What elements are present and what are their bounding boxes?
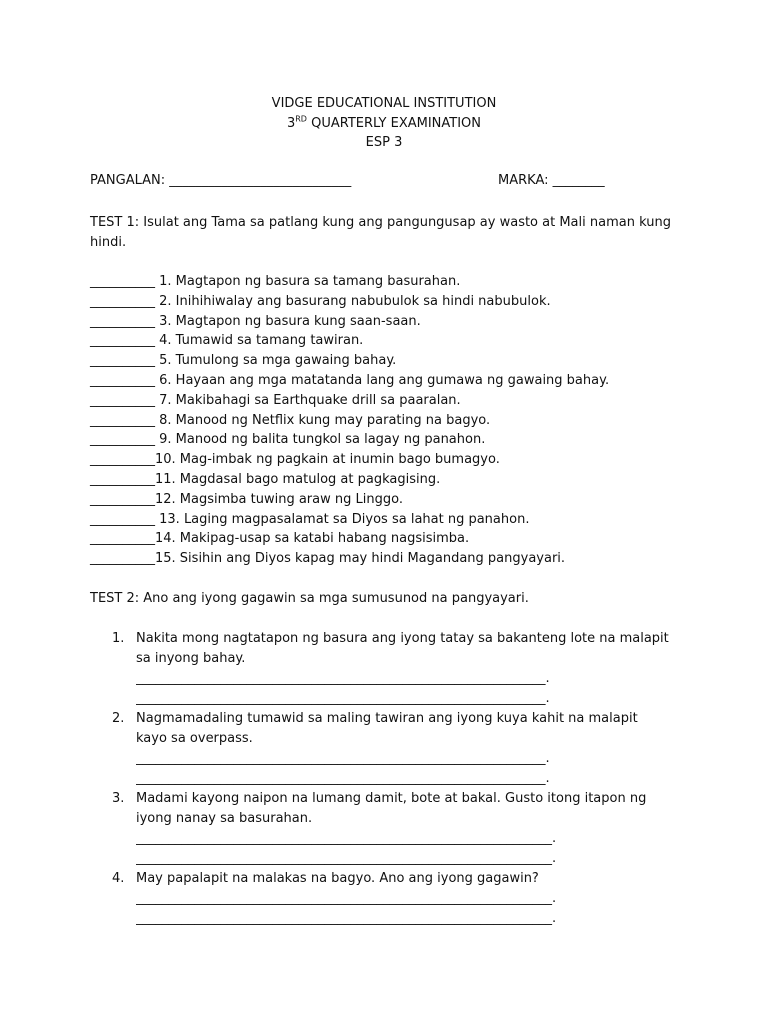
exam-title (0, 114, 768, 134)
test1-instruction: TEST 1: Isulat ang Tama sa patlang kung ang pangungusap ay wasto at Mali naman kung hindi. (90, 215, 671, 250)
student-info-row (90, 173, 690, 193)
answer-line[interactable]: _______________________________________________________________. (136, 671, 550, 686)
answer-line[interactable]: ________________________________________________________________. (136, 911, 557, 926)
test1-item[interactable]: __________10. Mag-imbak ng pagkain at inumin bago bumagyo. (90, 452, 500, 468)
test1-item[interactable]: __________ 6. Hayaan ang mga matatanda lang ang gumawa ng gawaing bahay. (90, 372, 610, 388)
answer-line[interactable]: ________________________________________________________________. (136, 891, 557, 906)
test1-item[interactable]: __________15. Sisihin ang Diyos kapag may hindi Magandang pangyayari. (90, 551, 566, 567)
test1-item-list (90, 272, 690, 569)
question-text: May papalapit na malakas na bagyo. Ano ang iyong gagawin? (136, 871, 539, 886)
question-number: 2. (112, 711, 125, 726)
question-number: 1. (112, 631, 125, 646)
test1-item[interactable]: __________ 7. Makibahagi sa Earthquake drill sa paaralan. (90, 392, 461, 408)
test1-item[interactable]: __________ 4. Tumawid sa tamang tawiran. (90, 333, 364, 349)
answer-line[interactable]: _______________________________________________________________. (136, 751, 550, 766)
test1-item[interactable]: __________11. Magdasal bago matulog at pagkagising. (90, 471, 441, 487)
question-text: Nagmamadaling tumawid sa maling tawiran ang iyong kuya kahit na malapit kayo sa overpass. (136, 711, 638, 746)
exam-number-suffix: RD (295, 114, 307, 124)
answer-line[interactable]: ________________________________________________________________. (136, 831, 557, 846)
question-text: Nakita mong nagtatapon ng basura ang iyong tatay sa bakanteng lote na malapit sa inyong bahay. (136, 631, 669, 666)
answer-lines (136, 749, 676, 789)
subject-name: ESP 3 (365, 135, 403, 150)
test1-item[interactable]: __________ 8. Manood ng Netflix kung may parating na bagyo. (90, 412, 491, 428)
test1-item[interactable]: __________ 9. Manood ng balita tungkol sa lagay ng panahon. (90, 432, 486, 448)
test1-item[interactable]: __________ 3. Magtapon ng basura kung saan-saan. (90, 313, 421, 329)
question-text: Madami kayong naipon na lumang damit, bote at bakal. Gusto itong itapon ng iyong nanay sa basurahan. (136, 791, 647, 826)
test1-item[interactable]: __________12. Magsimba tuwing araw ng Linggo. (90, 491, 403, 507)
exam-header (0, 94, 768, 153)
exam-number: 3 (286, 115, 296, 131)
question-number: 3. (112, 791, 125, 806)
answer-line[interactable]: ________________________________________________________________. (136, 851, 557, 866)
school-name: VIDGE EDUCATIONAL INSTITUTION (271, 96, 497, 111)
answer-lines (136, 669, 676, 709)
test1-item[interactable]: __________ 13. Laging magpasalamat sa Diyos sa lahat ng panahon. (90, 511, 530, 527)
answer-lines (136, 829, 676, 869)
test1-item[interactable]: __________ 1. Magtapon ng basura sa tamang basurahan. (90, 274, 461, 289)
answer-line[interactable]: _______________________________________________________________. (136, 691, 550, 706)
answer-lines (136, 889, 676, 929)
question-number: 4. (112, 871, 125, 886)
score-field[interactable]: MARKA: ________ (498, 173, 605, 188)
exam-title-text: QUARTERLY EXAMINATION (306, 115, 482, 131)
test2-instruction: TEST 2: Ano ang iyong gagawin sa mga sumusunod na pangyayari. (90, 591, 529, 606)
test1-item[interactable]: __________ 5. Tumulong sa mga gawaing bahay. (90, 353, 397, 369)
test1-item[interactable]: __________ 2. Inihihiwalay ang basurang nabubulok sa hindi nabubulok. (90, 293, 551, 309)
test1-item[interactable]: __________14. Makipag-usap sa katabi habang nagsisimba. (90, 531, 470, 547)
answer-line[interactable]: _______________________________________________________________. (136, 771, 550, 786)
name-field[interactable]: PANGALAN: ____________________________ (90, 173, 352, 188)
